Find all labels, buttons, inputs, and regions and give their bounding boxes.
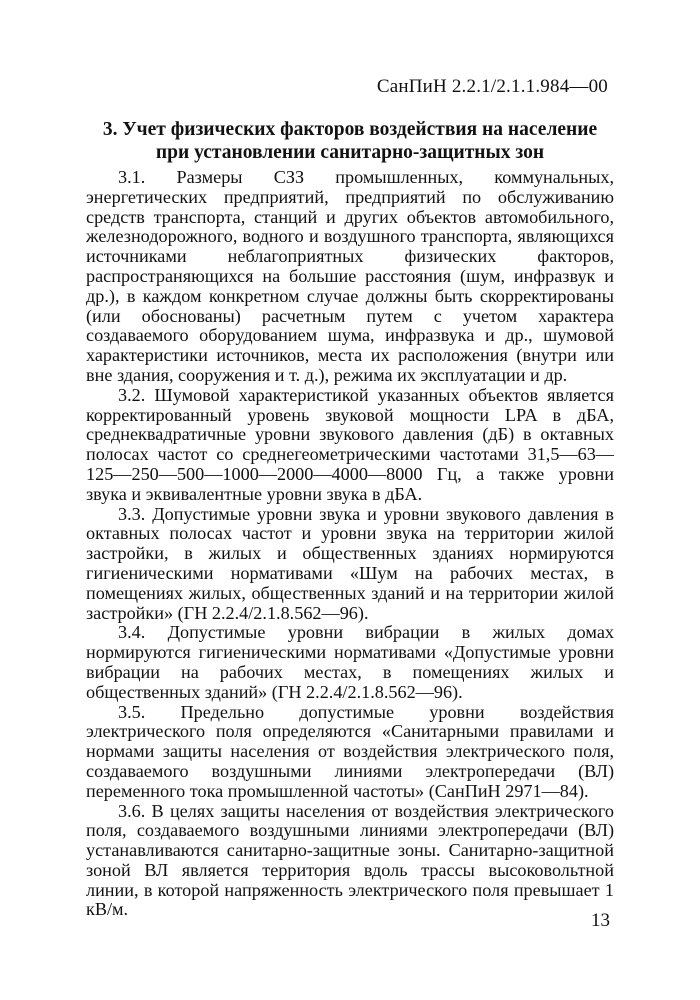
paragraph-3-4: 3.4. Допустимые уровни вибрации в жилых домах нормируются гигиеническими нормативами «Допустимые уровни вибрации на рабочих местах, в помещениях жилых и общественных зданий» (ГН 2.2.4/2.1.8.562—96). xyxy=(86,622,614,702)
page-number: 13 xyxy=(591,910,610,931)
document-code-header: СанПиН 2.2.1/2.1.1.984—00 xyxy=(376,76,608,97)
paragraph-3-3: 3.3. Допустимые уровни звука и уровни звукового давления в октавных полосах частот и уровни звука на территории жилой застройки, в жилых и общественных зданиях нормируются гигиеническими нормативами «Шум на рабочих местах, в помещениях жилых, общественных зданий и на территории жилой застройки» (ГН 2.2.4/2.1.8.562—96). xyxy=(86,503,614,623)
paragraph-3-5: 3.5. Предельно допустимые уровни воздействия электрического поля определяются «Санитарными правилами и нормами защиты населения от воздействия электрического поля, создаваемого воздушными линиями электропередачи (ВЛ) переменного тока промышленной частоты» (СанПиН 2971—84). xyxy=(86,701,614,801)
section-body xyxy=(86,168,614,920)
paragraph-3-2: 3.2. Шумовой характеристикой указанных объектов является корректированный уровень звуковой мощности LPA в дБА, среднеквадратичные уровни звукового давления (дБ) в октавных полосах частот со среднегеометрическими частотами 31,5—63—125—250—500—1000—2000—4000—8000 Гц, а также уровни звука и эквивалентные уровни звука в дБА. xyxy=(86,384,614,504)
section-title: 3. Учет физических факторов воздействия на население при установлении санитарно-защитных зон xyxy=(102,119,598,163)
paragraph-3-6: 3.6. В целях защиты населения от воздействия электрического поля, создаваемого воздушными линиями электропередачи (ВЛ) устанавливаются санитарно-защитные зоны. Санитарно-защитной зоной ВЛ является территория вдоль трассы высоковольтной линии, в которой напряженность электрического поля превышает 1 кВ/м. xyxy=(86,800,614,920)
paragraph-3-1: 3.1. Размеры СЗЗ промышленных, коммунальных, энергетических предприятий, предприятий по обслуживанию средств транспорта, станций и других объектов автомобильного, железнодорожного, водного и воздушного транспорта, являющихся источниками неблагоприятных физических факторов, распространяющихся на большие расстояния (шум, инфразвук и др.), в каждом конкретном случае должны быть скорректированы (или обоснованы) расчетным путем с учетом характера создаваемого оборудованием шума, инфразвука и др., шумовой характеристики источников, места их расположения (внутри или вне здания, сооружения и т. д.), режима их эксплуатации и др. xyxy=(86,167,614,385)
